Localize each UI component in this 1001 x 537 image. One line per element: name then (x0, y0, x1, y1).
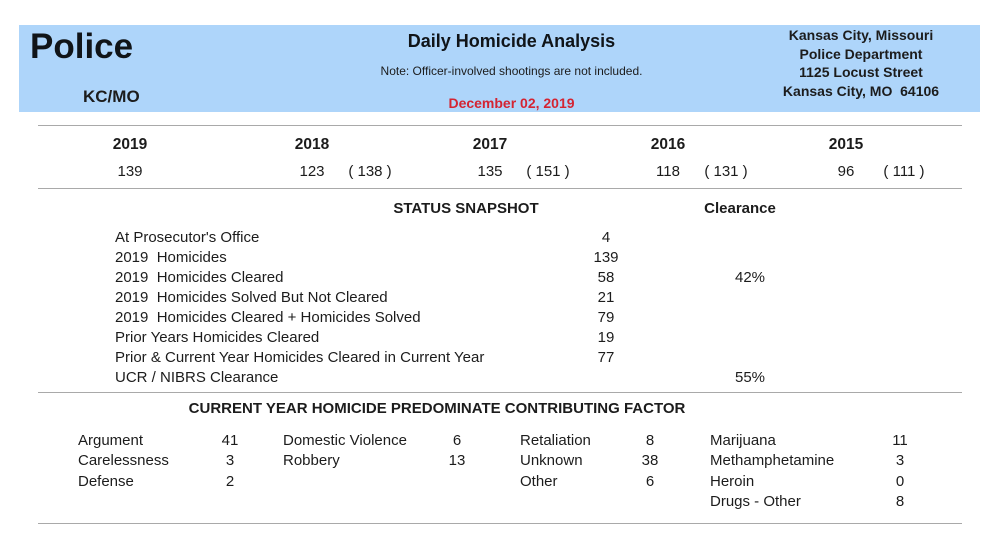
status-row (115, 368, 795, 388)
factor-label (520, 492, 615, 512)
factor-row (78, 492, 265, 512)
status-row-label: 2019 Homicides Cleared (115, 269, 284, 286)
factor-label: Retaliation (520, 432, 591, 449)
factor-row (283, 492, 492, 512)
factor-column (78, 431, 265, 512)
factor-value (615, 492, 685, 512)
factor-label: Methamphetamine (710, 452, 835, 470)
status-row-value: 4 (601, 229, 611, 246)
factor-row (78, 431, 265, 451)
factor-label: Argument (78, 432, 144, 449)
year-column-2016 (608, 135, 748, 182)
year-column-2015 (786, 135, 925, 182)
divider (38, 523, 962, 524)
year-count: 139 (117, 163, 143, 180)
status-row-value (571, 368, 641, 388)
status-row-value: 19 (597, 329, 615, 346)
factor-row (520, 492, 685, 512)
year-prior-count: ( 111 ) (883, 163, 925, 180)
report-title: Daily Homicide Analysis (407, 31, 616, 51)
address-line: Kansas City, Missouri (788, 27, 934, 43)
factor-row (520, 451, 685, 471)
factor-row (520, 472, 685, 492)
status-row-label: At Prosecutor's Office (115, 229, 260, 246)
address-line: 1125 Locust Street (799, 64, 923, 80)
status-row-label: 2019 Homicides (115, 249, 227, 266)
clearance-column-header: Clearance (704, 200, 776, 217)
factor-value (195, 492, 265, 512)
title-block (281, 25, 742, 112)
factor-label: Carelessness (78, 452, 169, 470)
status-row-clearance (715, 308, 785, 328)
factor-value: 13 (448, 452, 466, 470)
status-row (115, 288, 795, 308)
factor-label (283, 492, 422, 512)
status-row-clearance (715, 348, 785, 368)
report-header (19, 25, 980, 112)
status-row (115, 268, 795, 288)
status-row-value: 58 (597, 269, 615, 286)
year-label: 2018 (294, 136, 330, 153)
factor-column (283, 431, 492, 512)
status-row-clearance (715, 248, 785, 268)
contributing-factors-title: CURRENT YEAR HOMICIDE PREDOMINATE CONTRIBUTING FACTOR (188, 400, 686, 417)
year-count: 96 (837, 163, 855, 180)
year-column-2019 (70, 135, 190, 182)
agency-name: Police (30, 27, 134, 66)
factor-row (710, 472, 935, 492)
status-row (115, 228, 795, 248)
divider (38, 188, 962, 189)
year-column-2017 (430, 135, 570, 182)
factor-label: Robbery (283, 452, 340, 470)
status-row (115, 248, 795, 268)
year-count: 123 (299, 163, 325, 180)
factor-row (710, 431, 935, 451)
status-row-value: 77 (597, 349, 615, 366)
agency-block (19, 25, 281, 112)
divider (38, 125, 962, 126)
factor-label: Heroin (710, 472, 755, 490)
factor-value (422, 492, 492, 512)
status-row-clearance: 42% (734, 269, 766, 286)
factor-value: 8 (645, 432, 655, 449)
factor-label: Unknown (520, 452, 583, 470)
divider (38, 392, 962, 393)
factor-column (520, 431, 685, 512)
year-prior-count: ( 131 ) (704, 163, 748, 180)
status-row-label: Prior Years Homicides Cleared (115, 329, 320, 346)
address-line: Police Department (799, 45, 923, 62)
factor-value: 6 (645, 472, 655, 490)
status-row-label: UCR / NIBRS Clearance (115, 369, 279, 386)
year-label: 2019 (112, 136, 148, 153)
status-row (115, 348, 795, 368)
status-row-clearance: 55% (734, 369, 766, 386)
factor-row (283, 472, 492, 492)
status-row-clearance (715, 288, 785, 308)
year-label: 2015 (828, 136, 864, 153)
factor-row (710, 451, 935, 471)
factor-row (78, 451, 265, 471)
factor-row (78, 472, 265, 492)
status-row-clearance (715, 228, 785, 248)
factor-row (283, 431, 492, 451)
address-line: Kansas City, MO 64106 (782, 82, 940, 99)
year-count: 135 (477, 163, 503, 180)
factor-column (710, 431, 935, 512)
status-row (115, 328, 795, 348)
status-row-label: Prior & Current Year Homicides Cleared in Current Year (115, 349, 485, 366)
factor-value: 41 (221, 432, 239, 449)
status-row-value: 79 (597, 309, 615, 326)
factor-label: Other (520, 472, 558, 490)
factor-row (283, 451, 492, 471)
factor-value: 2 (225, 472, 235, 490)
status-row (115, 308, 795, 328)
report-note: Note: Officer-involved shootings are not included. (380, 64, 643, 78)
factor-value: 6 (452, 432, 462, 449)
factor-label: Domestic Violence (283, 432, 407, 449)
factor-value: 11 (892, 432, 908, 449)
factor-label (283, 472, 422, 492)
factor-value: 8 (895, 492, 905, 510)
status-snapshot-title: STATUS SNAPSHOT (393, 200, 539, 217)
status-row-value: 139 (593, 249, 619, 266)
factor-label: Defense (78, 472, 134, 490)
factor-row (710, 492, 935, 512)
factor-value: 3 (895, 452, 905, 470)
factor-label: Marijuana (710, 432, 776, 449)
factor-value: 38 (641, 452, 659, 470)
year-column-2018 (252, 135, 392, 182)
status-rows (115, 228, 795, 388)
year-count: 118 (656, 163, 680, 180)
status-row-label: 2019 Homicides Cleared + Homicides Solved (115, 309, 421, 326)
year-prior-count: ( 138 ) (348, 163, 392, 180)
factor-row (520, 431, 685, 451)
year-label: 2017 (472, 136, 508, 153)
year-prior-count: ( 151 ) (526, 163, 570, 180)
factor-value (422, 472, 492, 492)
factor-value: 0 (895, 472, 905, 490)
factor-label (78, 492, 195, 512)
factor-label: Drugs - Other (710, 492, 801, 510)
department-address-block (742, 25, 980, 112)
status-row-label: 2019 Homicides Solved But Not Cleared (115, 289, 388, 306)
agency-abbreviation: KC/MO (83, 87, 140, 106)
year-label: 2016 (650, 136, 686, 153)
status-row-clearance (715, 328, 785, 348)
status-row-value: 21 (597, 289, 615, 306)
factor-value: 3 (225, 452, 235, 470)
report-date: December 02, 2019 (448, 95, 575, 111)
